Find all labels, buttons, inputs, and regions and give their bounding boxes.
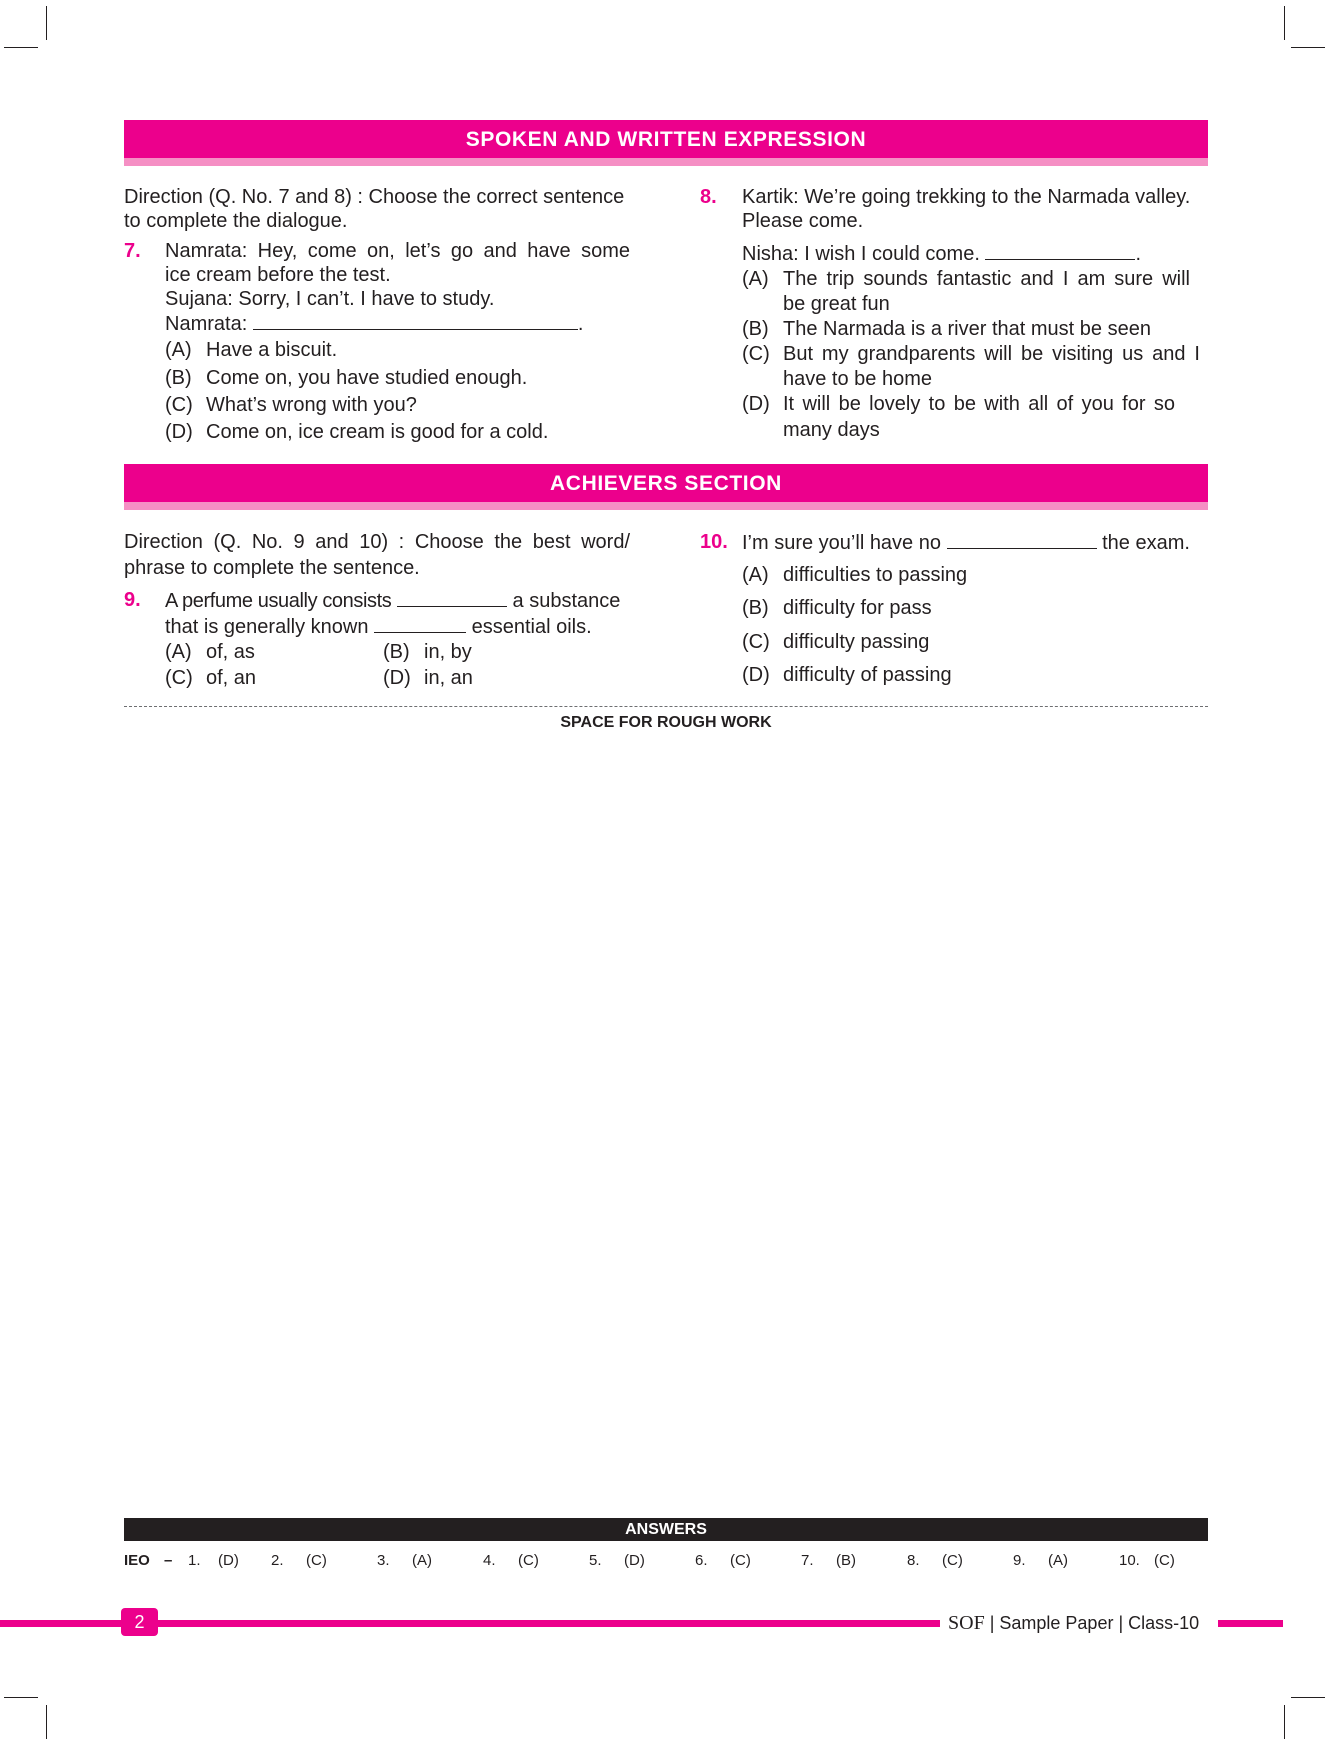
question-text-part: A perfume usually consists: [165, 590, 392, 612]
crop-mark: [46, 6, 47, 40]
answer-number: 5.: [589, 1552, 602, 1569]
question-text-part: I’m sure you’ll have no: [742, 532, 941, 554]
option-label: (D): [742, 664, 770, 686]
question-text: [165, 614, 592, 639]
answer-value: (C): [942, 1552, 963, 1569]
crop-mark: [46, 1705, 47, 1739]
question-text-prefix: Namrata:: [165, 313, 253, 335]
answer-number: 4.: [483, 1552, 496, 1569]
option-label: (A): [742, 564, 769, 586]
direction-text: Direction (Q. No. 7 and 8) : Choose the correct sentence: [124, 186, 625, 208]
option-text: Come on, you have studied enough.: [206, 367, 528, 389]
answer-blank: [253, 311, 578, 330]
option-label: (C): [165, 394, 193, 416]
question-text-part: that is generally known: [165, 616, 369, 638]
answer-number: 8.: [907, 1552, 920, 1569]
crop-mark: [4, 47, 38, 48]
option-label: (C): [742, 631, 770, 653]
question-text-prefix: Nisha: I wish I could come.: [742, 243, 986, 265]
option-label: (D): [383, 667, 411, 689]
option-label: (A): [742, 268, 769, 290]
question-text: [165, 311, 583, 336]
option-text: Have a biscuit.: [206, 339, 338, 361]
answer-blank: [397, 588, 507, 607]
option-label: (A): [165, 641, 192, 663]
question-text: [742, 241, 1141, 266]
option-text: of, an: [206, 667, 257, 689]
answer-number: 9.: [1013, 1552, 1026, 1569]
footer-rule: [1218, 1620, 1283, 1627]
question-text: [165, 588, 620, 613]
direction-text: to complete the dialogue.: [124, 210, 348, 232]
option-text: in, an: [424, 667, 473, 689]
option-text: The trip sounds fantastic and I am sure will: [783, 268, 1190, 290]
question-number: 7.: [124, 240, 141, 262]
option-label: (C): [165, 667, 193, 689]
answer-number: 10.: [1119, 1552, 1140, 1569]
question-number: 9.: [124, 589, 141, 611]
option-label: (A): [165, 339, 192, 361]
answers-header: ANSWERS: [124, 1518, 1208, 1541]
answer-number: 7.: [801, 1552, 814, 1569]
option-label: (D): [742, 393, 770, 415]
option-text: difficulty passing: [783, 631, 930, 653]
option-text: It will be lovely to be with all of you for so: [783, 393, 1175, 415]
answers-subject: IEO: [124, 1552, 150, 1569]
answer-blank: [985, 241, 1135, 260]
option-text: difficulty of passing: [783, 664, 952, 686]
crop-mark: [1284, 1705, 1285, 1739]
answer-value: (B): [836, 1552, 856, 1569]
direction-text: Direction (Q. No. 9 and 10) : Choose the best word/: [124, 531, 630, 553]
option-label: (B): [165, 367, 192, 389]
answer-value: (C): [306, 1552, 327, 1569]
option-label: (B): [742, 318, 769, 340]
footer-text: [948, 1611, 1199, 1635]
rough-work-label: SPACE FOR ROUGH WORK: [560, 714, 772, 731]
question-text: [742, 530, 1190, 555]
answer-value: (A): [412, 1552, 432, 1569]
crop-mark: [1291, 47, 1325, 48]
option-text: The Narmada is a river that must be seen: [783, 318, 1151, 340]
option-text: difficulty for pass: [783, 597, 932, 619]
answer-value: (D): [218, 1552, 239, 1569]
question-text-suffix: .: [577, 313, 584, 335]
question-text: Kartik: We’re going trekking to the Narmada valley.: [742, 186, 1191, 208]
answer-blank: [374, 614, 466, 633]
option-text: difficulties to passing: [783, 564, 968, 586]
question-text: Please come.: [742, 210, 864, 232]
option-text: be great fun: [783, 293, 890, 315]
answer-value: (A): [1048, 1552, 1068, 1569]
option-text: in, by: [424, 641, 472, 663]
option-label: (C): [742, 343, 770, 365]
answer-value: (D): [624, 1552, 645, 1569]
option-label: (B): [383, 641, 410, 663]
page-number: 2: [121, 1608, 158, 1636]
answers-dash: –: [164, 1552, 173, 1569]
question-text-part: the exam.: [1102, 532, 1190, 554]
crop-mark: [1291, 1697, 1325, 1698]
section-header-spoken: [124, 120, 1208, 166]
answer-number: 1.: [188, 1552, 201, 1569]
question-text: Sujana: Sorry, I can’t. I have to study.: [165, 288, 495, 310]
answer-value: (C): [1154, 1552, 1175, 1569]
answer-value: (C): [730, 1552, 751, 1569]
question-text: Namrata: Hey, come on, let’s go and have some: [165, 240, 630, 262]
question-text-suffix: .: [1135, 243, 1141, 265]
direction-text: phrase to complete the sentence.: [124, 557, 420, 579]
option-text: many days: [783, 419, 880, 441]
crop-mark: [4, 1697, 38, 1698]
option-text: Come on, ice cream is good for a cold.: [206, 421, 549, 443]
footer-label: | Sample Paper | Class-10: [984, 1613, 1200, 1633]
rough-work-divider: [124, 706, 1208, 707]
crop-mark: [1284, 6, 1285, 40]
sof-logo: SOF: [948, 1612, 985, 1634]
answer-number: 2.: [271, 1552, 284, 1569]
question-text: ice cream before the test.: [165, 264, 391, 286]
option-label: (D): [165, 421, 193, 443]
option-text: have to be home: [783, 368, 932, 390]
section-title: SPOKEN AND WRITTEN EXPRESSION: [465, 128, 867, 151]
question-number: 10.: [700, 531, 728, 553]
question-text-part: essential oils.: [471, 616, 592, 638]
section-header-achievers: [124, 464, 1208, 510]
option-label: (B): [742, 597, 769, 619]
option-text: of, as: [206, 641, 255, 663]
answer-value: (C): [518, 1552, 539, 1569]
option-text: But my grandparents will be visiting us and I: [783, 343, 1200, 365]
question-number: 8.: [700, 186, 717, 208]
answer-number: 6.: [695, 1552, 708, 1569]
question-text-part: a substance: [512, 590, 621, 612]
option-text: What’s wrong with you?: [206, 394, 417, 416]
answer-number: 3.: [377, 1552, 390, 1569]
section-title: ACHIEVERS SECTION: [550, 472, 782, 495]
answer-blank: [947, 530, 1097, 549]
